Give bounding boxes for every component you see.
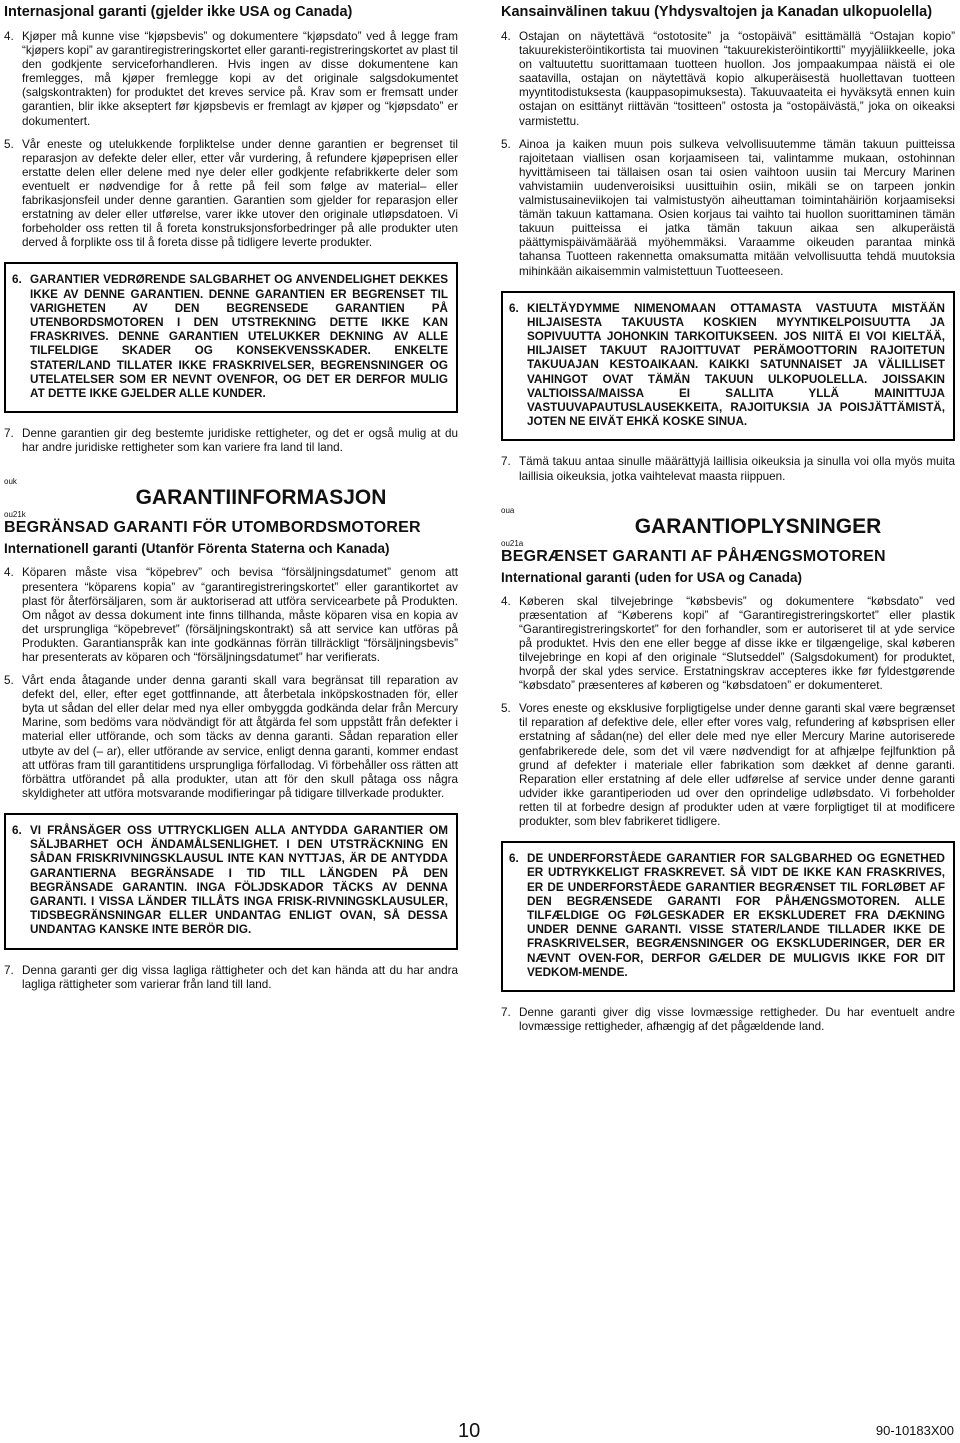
clause-number: 7.: [4, 427, 14, 441]
clause-number: 7.: [501, 455, 511, 469]
clause-text: VI FRÅNSÄGER OSS UTTRYCKLIGEN ALLA ANTYDDA GARANTIER OM SÄLJBARHET OCH ÄNDAMÅLSENLIGHET. I DEN UTSTRÄCKNING EN SÅDAN FRISKRIVNINGSKLAUSUL INTE KAN NYTTJAS, ÄR DE ANTYDDA GARANTIERNA BEGRÄNSADE I TID TILL LÄNGDEN PÅ DEN BEGRÄNSADE GARANTIN. INGA FÖLJDSKADOR TÄCKS AV DENNA GARANTI. I VISSA LÄNDER TILLÅTS INGA FRISK-RIVNINGSKLAUSULER, TIDSBEGRÄNSNINGAR ELLER UNDANTAG ENLIGT OVAN, SÅ DESSA UNDANTAG KANSKE INTE BERÖR DIG.: [30, 823, 448, 937]
clause-number: 7.: [501, 1005, 511, 1019]
warranty-title-da: BEGRÆNSET GARANTI AF PÅHÆNGSMOTOREN: [501, 547, 886, 565]
clause-7-sv: [4, 964, 458, 992]
left-column: [4, 0, 458, 1001]
clause-text: Vår eneste og utelukkende forpliktelse under denne garantien er begrenset til reparasjon av defekte deler eller, etter vår vurdering, å refundere kjøpeprisen eller erstatte delen eller delene med nye deler eller godkjente refabrikkerte deler som eventuelt er nødvendige for å rette på feil som følge av material– eller fabrikasjonsfeil under denne garantien. Garantien som gjelder for reparasjon eller erstatning av deler eller utførelse, varer ikke utover den originale utløpsdatoen. Vi forbeholder oss retten til å foreta konstruksjonsforbedringer på alle produkter uten derved å forplikte oss til å foreta disse på tidligere leverte produkter.: [22, 137, 458, 250]
clause-text: DE UNDERFORSTÅEDE GARANTIER FOR SALGBARHED OG EGNETHED ER UDTRYKKELIGT FRASKREVET. SÅ VIDT DE IKKE KAN FRASKRIVES, ER DE UNDERFORSTÅEDE GARANTIER BEGRÆNSET TIL FORLØBET AF DEN BEGRÆNSEDE GARANTI FOR PÅHÆNGSMOTOREN. ALLE TILFÆLDIGE OG FØLGESKADER ER EKSKLUDERET FRA DÆKNING UNDER DENNE GARANTI. VISSE STATER/LANDE TILLADER IKKE DE FRASKRIVELSER, BEGRÆNSNINGER OG EKSKLUDERINGER, DER ER NÆVNT OVEN-FOR, DERFOR GÆLDER DE MULIGVIS IKKE FOR DIT VEDKOM-MENDE.: [527, 852, 945, 979]
clause-text: Köparen måste visa “köpebrev” och bevisa “försäljningsdatumet” genom att presentera “köparens kopia” av “garantiregistreringskortet” eller garantikortet av plast för återförsäljaren, som är auktoriserad att utföra servicearbete på Produkten. Om något av dessa dokument inte finns tillhanda, måste köparen visa en kopia av det ursprungliga “köpebrevet” (försäljningskontrakt) så att service kan utföras på Produkten. Garantianspråk kan inte godkännas förrän tillräckligt “försäljningsbevis” har presenterats av köparen och “försäljningsdatumet” har verifierats.: [22, 566, 458, 664]
clause-4-sv: [4, 566, 458, 665]
clause-text: Denne garanti giver dig visse lovmæssige rettigheder. Du har eventuelt andre lovmæssige rettigheder, afhængig af det pågældende land.: [519, 1005, 955, 1034]
clause-5-fi: [501, 138, 955, 279]
clause-7-no: [4, 427, 458, 455]
section-heading-fi: Kansainvälinen takuu (Yhdysvaltojen ja Kanadan ulkopuolella): [501, 4, 933, 20]
section-heading-da: International garanti (uden for USA og Canada): [501, 569, 803, 585]
disclaimer-box-fi: [501, 291, 955, 442]
section-title: GARANTIOPLYSNINGER: [634, 514, 882, 538]
clause-text: Kjøper må kunne vise “kjøpsbevis” og dokumentere “kjøpsdato” ved å legge fram “kjøpers kopi” av garantiregistreringskortet eller garanti-registreringskortet av plast til den godkjente serviceforhandleren. Hvis ingen av disse dokumentene kan fremlegges, må kjøper fremlegge kopi av det originale salgsdokumentet (salgskontrakten) for produktet det kreves service på. Krav som er fremsatt under garantien, blir ikke akseptert før kjøpsbevis er fremlagt av kjøper og “kjøpsdato” er dokumentert.: [22, 30, 458, 128]
disclaimer-box-sv: [4, 813, 458, 950]
clause-5-no: [4, 138, 458, 251]
clause-number: 5.: [4, 137, 14, 151]
clause-5-sv: [4, 674, 458, 801]
disclaimer-box-no: [4, 262, 458, 413]
doc-code-label: ouk: [4, 477, 17, 487]
clause-number: 4.: [4, 566, 14, 580]
clause-5-da: [501, 702, 955, 829]
clause-text: Vores eneste og eksklusive forpligtigelse under denne garanti skal være begrænset til reparation af defektive dele, eller efter vores valg, refundering af købsprisen eller erstatning af sådan(ne) del eller dele med nye eller Mercury Marine autoriserede genfabrikerede dele, som det vil være nødvendigt for at afhjælpe fejlfunktion på grund af defekter i materiale eller fabrikation som dækket af denne garanti. Reparation eller erstatning af dele eller udførelse af service under denne garanti udvider ikke garantiperioden ud over den oprindelige udløbsdato. Vi forbeholder retten til at forbedre design af produkter uden at være forpligtiget til at modificere produkter, som blev fabrikeret tidligere.: [519, 702, 955, 829]
clause-number: 6.: [509, 301, 519, 315]
disclaimer-box-da: [501, 841, 955, 992]
clause-number: 5.: [4, 674, 14, 688]
warranty-title-sv: BEGRÄNSAD GARANTI FÖR UTOMBORDSMOTORER: [4, 519, 421, 537]
clause-4-da: [501, 595, 955, 694]
clause-text: Denne garantien gir deg bestemte juridiske rettigheter, og det er også mulig at du har andre juridiske rettigheter som kan variere fra land til land.: [22, 427, 458, 455]
clause-text: GARANTIER VEDRØRENDE SALGBARHET OG ANVENDELIGHET DEKKES IKKE AV DENNE GARANTIEN. DENNE GARANTIEN ER BEGRENSET TIL VARIGHETEN AV DEN BEGRENSEDE GARANTIEN PÅ UTENBORDSMOTOREN I DEN UTSTREKNING DETTE IKKE KAN FRASKRIVES. DENNE GARANTIEN UTELUKKER DEKNING AV ALLE TILFELDIGE SKADER OG KONSEKVENSSKADER. ENKELTE STATER/LAND TILLATER IKKE FRASKRIVELSER, BEGRENSNINGER OG UTELATELSER SOM ER NEVNT OVENFOR, OG DET ER DERFOR MULIG AT DETTE IKKE GJELDER ALLE KUNDER.: [30, 273, 448, 401]
clause-number: 4.: [4, 30, 14, 43]
section-title: GARANTIINFORMASJON: [135, 486, 387, 510]
clause-text: Ainoa ja kaiken muun pois sulkeva velvollisuutemme tämän takuun puitteissa rajoitetaan viallisen osan korjaamiseen tai, valintamme mukaan, ostohinnan hyvittämiseen tai tällaisen osan tai osien vaihtoon uusiin tai Mercury Marinen vahvistamiin uudenveroisiksi uusittuihin osiin, mikäli se on tarpeen jonkin valmistusaineviikojen tai valmistustyön aiheuttaman toimintahäiriön korjaamiseksi tämän takuun kattamana. Osien korjaus tai vaihto tai huollon suorittaminen tämän takuun puitteissa ei jatka tämän takuun aikaa sen alkuperäistä päättymispäivämäärää myöhemmäksi. Varaamme oikeuden parantaa minkä tahansa Tuotteen rakennetta omaksumatta mitään velvollisuutta tehdä muutoksia mihinkään aikaisemmin valmistettuun Tuotteeseen.: [519, 137, 955, 278]
clause-text: Denna garanti ger dig vissa lagliga rättigheter och det kan hända att du har andra lagliga rättigheter som varierar från land till land.: [22, 963, 458, 991]
document-code: 90-10183X00: [875, 1423, 954, 1438]
clause-number: 7.: [4, 963, 14, 977]
doc-code-label: oua: [501, 505, 515, 515]
clause-number: 6.: [12, 273, 22, 287]
doc-code-label: ou21a: [501, 538, 524, 548]
clause-number: 4.: [501, 594, 511, 608]
clause-number: 4.: [501, 30, 511, 43]
clause-text: Vårt enda åtagande under denna garanti skall vara begränsat till reparation av defekt del, eller, efter eget gottfinnande, att återbetala inköpskostnaden för, eller byta ut sådan del eller delar med nya eller ombyggda godkända delar från Mercury Marine, som bedöms vara nödvändigt för att åtgärda fel som uppstått från defekter i material eller utförande, och som täcks av denna garanti. Sådan reparation eller utbyte av del (– ar), eller utförande av service, enligt denna garanti, kommer endast att utföras fram till garantitidens ursprungliga förfallodag. Vi förbehåller oss rätten att förbättra utförandet på alla produkter, utan att för den skull påtaga oss några skyldigheter att utföra motsvarande modifieringar på tidigare tillverkade produkter.: [22, 674, 458, 800]
clause-number: 6.: [12, 823, 22, 837]
clause-text: Ostajan on näytettävä “ostotosite” ja “ostopäivä” esittämällä “Ostajan kopio” takuurekisteröintikortista tai muovinen “takuurekisteröintikortti” myyjäliikkeelle, joka on valtuutettu suorittamaan tuotteen huollon. Jos jompaakumpaa näistä ei ole saatavilla, ostajan on näytettävä kopio alkuperäisestä huollettavan tuotteen myyntitodistuksesta (kauppasopimuksesta). Takuuvaateita ei hyväksytä ennen kuin ostajan on esittänyt riittävän “tositteen” ostosta ja “ostopäivästä,” joka on oikeaksi varmistettu.: [519, 30, 955, 128]
clause-7-da: [501, 1006, 955, 1034]
clause-number: 6.: [509, 852, 519, 866]
page-number: 10: [458, 1420, 481, 1442]
clause-text: Køberen skal tilvejebringe “købsbevis” og dokumentere “købsdato” ved præsentation af “Køberens kopi” af “Garantiregistreringskortet” eller plastik “Garantiregistreringskortet” for den forhandler, som er autoriseret til at yde service på produktet. Hvis den ene eller begge af disse ikke er tilgængelige, skal køberen tilvejebringe en kopi af den originale “Slutseddel” (Salgsdokument) for produktet, hvorpå der skal ydes service. Erstatningskrav accepteres ikke før fyldestgørende “købsdato” præsenteres af køberen og “købsdatoen” er dokumenteret.: [519, 594, 955, 693]
clause-4-fi: [501, 30, 955, 129]
clause-number: 5.: [501, 702, 511, 716]
section-heading-sv: Internationell garanti (Utanför Förenta Staterna och Kanada): [4, 541, 390, 557]
clause-4-no: [4, 30, 458, 129]
clause-7-fi: [501, 455, 955, 483]
clause-number: 5.: [501, 137, 511, 151]
clause-text: KIELTÄYDYMME NIMENOMAAN OTTAMASTA VASTUUTA MISTÄÄN HILJAISESTA TAKUUSTA KOSKIEN MYYNTIKELPOISUUTTA JA SOPIVUUTTA JOHONKIN TARKOITUKSEEN. JOS NIITÄ EI VOI KIELTÄÄ, HILJAISET TAKUUT RAJOITTUVAT PERÄMOOTTORIN RAJOITETUN TAKUUAJAN KESTOAIKAAN. KAIKKI SATUNNAISET JA VÄLILLISET VAHINGOT OVAT TÄMÄN TAKUUN ULKOPUOLELLA. JOISSAKIN VALTIOISSA/MAISSA EI SALLITA YLLÄ MAINITTUJA VASTUUVAPAUTUSLAUSEKKEITA, RAJOITUKSIA JA POISJÄTTÄMISTÄ, JOTEN NE EIVÄT EHKÄ KOSKE SINUA.: [527, 301, 945, 429]
doc-code-label: ou21k: [4, 510, 26, 520]
section-heading-no: Internasjonal garanti (gjelder ikke USA og Canada): [4, 4, 353, 20]
clause-text: Tämä takuu antaa sinulle määrättyjä laillisia oikeuksia ja sinulla voi olla myös muita laillisia oikeuksia, jotka vaihtelevat maasta riippuen.: [519, 455, 955, 483]
right-column: [501, 0, 955, 1043]
